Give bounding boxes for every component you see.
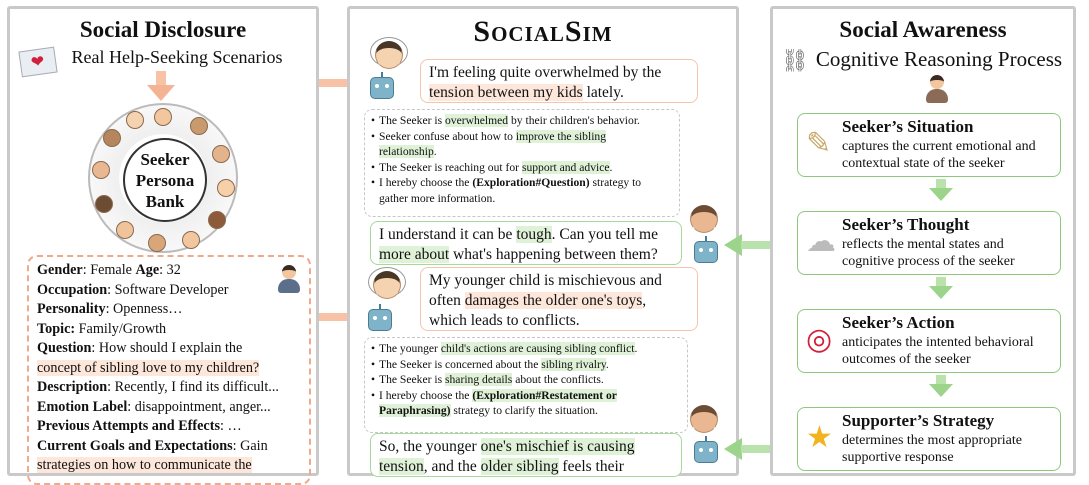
- step-seeker-situation: [797, 113, 1061, 177]
- arrow-down-icon: [929, 286, 953, 299]
- arrow-down-icon: [147, 85, 175, 101]
- persona-label-line: Persona: [135, 170, 195, 190]
- target-icon: ◎: [806, 322, 833, 357]
- step-description: reflects the mental states and cognitive process of the seeker: [842, 237, 1015, 269]
- message-line: tension, and the older sibling feels their: [379, 458, 624, 475]
- message-line: I'm feeling quite overwhelmed by the: [429, 64, 662, 81]
- social-awareness-panel: [770, 6, 1076, 476]
- profile-personality-row: Personality: Openness…: [37, 301, 183, 317]
- social-awareness-subtitle: Cognitive Reasoning Process: [815, 47, 1063, 71]
- persona-label-line: Bank: [145, 191, 185, 211]
- persona-avatar: [148, 234, 166, 252]
- reasoning-item: • The Seeker is reaching out for support and advice.: [371, 160, 673, 176]
- persona-avatar: [182, 231, 200, 249]
- step-title: Seeker’s Action: [842, 313, 955, 332]
- message-line: more about what's happening between them?: [379, 246, 658, 263]
- step-supporter-strategy: [797, 407, 1061, 471]
- supporter-message-1: [370, 221, 682, 265]
- socialsim-title: SocialSim: [473, 15, 613, 48]
- seeker-profile-card: [27, 255, 311, 485]
- reasoning-item: • The Seeker is sharing details about the conflicts.: [371, 372, 681, 388]
- robot-icon: [694, 441, 718, 463]
- persona-avatar: [154, 108, 172, 126]
- socialsim-panel: [347, 6, 739, 476]
- reasoning-item: • The Seeker is overwhelmed by their children's behavior.: [371, 113, 673, 129]
- arrow-down-icon: [929, 384, 953, 397]
- persona-avatar: [126, 111, 144, 129]
- thinker-icon: [923, 75, 951, 105]
- message-line: I understand it can be tough. Can you tell me: [379, 226, 658, 243]
- step-seeker-action: [797, 309, 1061, 373]
- persona-avatar: [217, 179, 235, 197]
- seeker-message-2: [420, 267, 698, 331]
- profile-question-row-2: concept of sibling love to my children?: [37, 359, 260, 376]
- star-icon: ★: [806, 420, 833, 455]
- step-seeker-thought: [797, 211, 1061, 275]
- persona-avatar: [190, 117, 208, 135]
- step-description: captures the current emotional and contextual state of the seeker: [842, 139, 1036, 171]
- seeker-face-icon: [375, 41, 403, 69]
- message-line: often damages the older one's toys,: [429, 292, 647, 309]
- notepad-pencil-icon: ✎: [806, 126, 832, 161]
- social-disclosure-subtitle: Real Help-Seeking Scenarios: [71, 47, 283, 67]
- profile-occupation-row: Occupation: Software Developer: [37, 281, 229, 298]
- reasoning-item: • I hereby choose the (Exploration#Restatement or Paraphrasing) strategy to clarify the situation.: [371, 388, 681, 419]
- reasoning-item: • I hereby choose the (Exploration#Question) strategy to gather more information.: [371, 175, 673, 206]
- persona-avatar: [95, 195, 113, 213]
- persona-avatar: [212, 145, 230, 163]
- reasoning-item: • The Seeker is concerned about the sibling rivalry.: [371, 357, 681, 373]
- persona-avatar: [103, 129, 121, 147]
- social-disclosure-panel: [7, 6, 319, 476]
- profile-description-row: Description: Recently, I find its difficult...: [37, 379, 279, 395]
- persona-avatar: [116, 221, 134, 239]
- reasoning-item: • Seeker confuse about how to improve the sibling relationship.: [371, 129, 673, 160]
- profile-attempts-row: Previous Attempts and Effects: …: [37, 418, 242, 434]
- supporter-face-icon: [690, 405, 718, 433]
- step-description: anticipates the intented behavioral outcomes of the seeker: [842, 335, 1034, 367]
- message-line: So, the younger one's mischief is causing: [379, 438, 635, 455]
- step-description: determines the most appropriate supportive response: [842, 433, 1022, 465]
- thought-cloud-icon: ☁: [806, 224, 836, 259]
- arrow-down-icon: [929, 188, 953, 201]
- message-line: which leads to conflicts.: [429, 312, 580, 329]
- arrow-left-icon: [724, 238, 772, 252]
- profile-topic-row: Topic: Family/Growth: [37, 320, 167, 337]
- persona-wheel-icon: [88, 103, 238, 253]
- message-line: My younger child is mischievous and: [429, 272, 662, 289]
- profile-goals-row-2: strategies on how to communicate the: [37, 457, 252, 473]
- seeker-face-icon: [373, 271, 401, 299]
- step-title: Seeker’s Thought: [842, 215, 970, 234]
- social-disclosure-title: Social Disclosure: [79, 17, 247, 42]
- robot-icon: [370, 77, 394, 99]
- supporter-face-icon: [690, 205, 718, 233]
- profile-gender-row: Gender: Female Age: 32: [37, 262, 181, 278]
- persona-avatar: [208, 211, 226, 229]
- reasoning-item: • The younger child's actions are causing sibling conflict.: [371, 341, 681, 357]
- message-line: tension between my kids lately.: [429, 84, 624, 101]
- profile-emotion-row: Emotion Label: disappointment, anger...: [37, 398, 271, 415]
- seeker-person-icon: [275, 265, 303, 295]
- persona-label-line: Seeker: [140, 149, 190, 169]
- reasoning-block-2: [364, 337, 688, 433]
- chain-link-icon: ⛓: [781, 49, 809, 74]
- robot-icon: [368, 309, 392, 331]
- supporter-message-2: [370, 433, 682, 477]
- reasoning-block-1: [364, 109, 680, 217]
- social-awareness-title: Social Awareness: [839, 17, 1007, 42]
- step-title: Supporter’s Strategy: [842, 411, 995, 430]
- persona-avatar: [92, 161, 110, 179]
- robot-icon: [694, 241, 718, 263]
- seeker-message-1: [420, 59, 698, 103]
- step-title: Seeker’s Situation: [842, 117, 974, 136]
- persona-bank-label: [123, 138, 207, 222]
- arrow-left-icon: [724, 442, 772, 456]
- profile-goals-row: Current Goals and Expectations: Gain: [37, 437, 268, 454]
- profile-question-row: Question: How should I explain the: [37, 340, 243, 356]
